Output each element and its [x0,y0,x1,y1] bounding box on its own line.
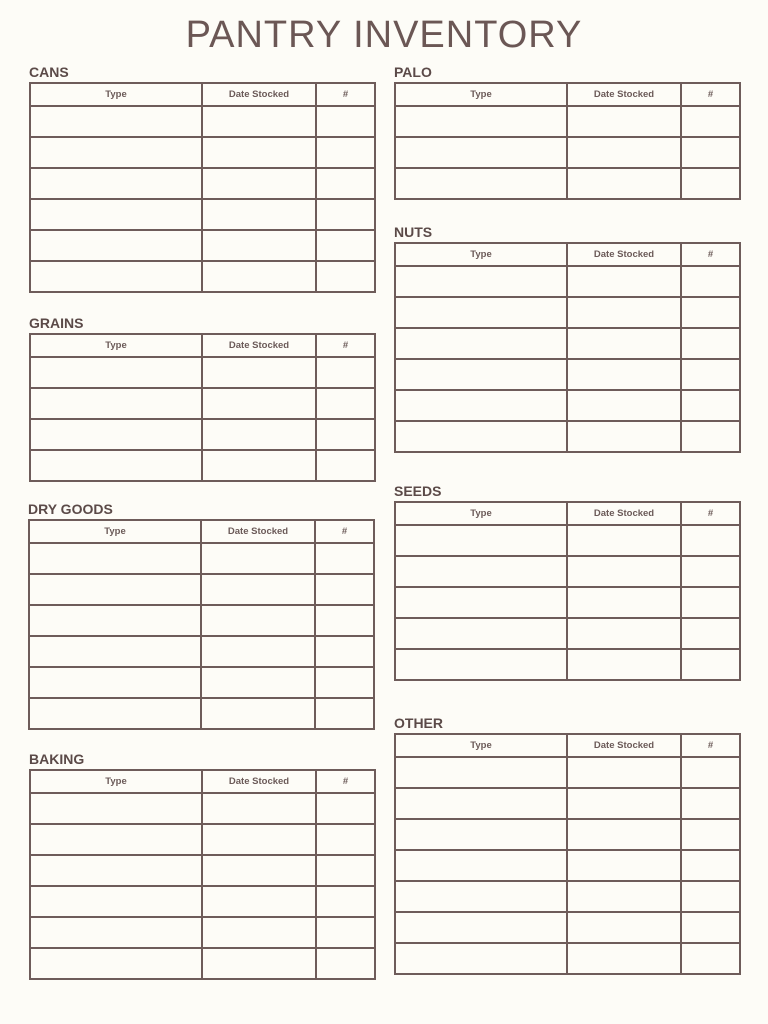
table-row [395,649,740,680]
column-header-date-stocked: Date Stocked [567,243,681,266]
count-cell[interactable] [681,421,740,452]
type-cell[interactable] [395,359,567,390]
date-stocked-cell[interactable] [567,421,681,452]
count-cell[interactable] [681,556,740,587]
count-cell[interactable] [316,855,375,886]
type-cell[interactable] [30,419,202,450]
column-header-count: # [316,334,375,357]
column-header-type: Type [395,83,567,106]
date-stocked-cell[interactable] [202,357,316,388]
table-row [395,359,740,390]
date-stocked-cell[interactable] [201,636,315,667]
date-stocked-cell[interactable] [567,556,681,587]
inventory-table [394,242,741,453]
section-other [394,713,741,975]
type-cell[interactable] [395,618,567,649]
table-row [395,757,740,788]
date-stocked-cell[interactable] [202,419,316,450]
date-stocked-cell[interactable] [202,388,316,419]
table-row [30,388,375,419]
date-stocked-cell[interactable] [567,390,681,421]
count-cell[interactable] [316,106,375,137]
column-header-date-stocked: Date Stocked [202,770,316,793]
date-stocked-cell[interactable] [202,793,316,824]
count-cell[interactable] [315,574,374,605]
date-stocked-cell[interactable] [567,850,681,881]
table-row [30,199,375,230]
count-cell[interactable] [316,261,375,292]
type-cell[interactable] [395,850,567,881]
count-cell[interactable] [681,788,740,819]
section-heading: NUTS [394,224,433,240]
type-cell[interactable] [30,137,202,168]
date-stocked-cell[interactable] [201,605,315,636]
section-heading: BAKING [29,751,85,767]
column-header-type: Type [29,520,201,543]
section-baking [29,749,376,980]
table-row [395,881,740,912]
count-cell[interactable] [316,388,375,419]
date-stocked-cell[interactable] [567,297,681,328]
date-stocked-cell[interactable] [567,943,681,974]
inventory-table [29,82,376,293]
count-cell[interactable] [316,199,375,230]
type-cell[interactable] [395,297,567,328]
count-cell[interactable] [681,850,740,881]
date-stocked-cell[interactable] [567,788,681,819]
column-header-date-stocked: Date Stocked [202,83,316,106]
count-cell[interactable] [316,357,375,388]
count-cell[interactable] [316,137,375,168]
count-cell[interactable] [681,819,740,850]
type-cell[interactable] [30,855,202,886]
date-stocked-cell[interactable] [202,886,316,917]
date-stocked-cell[interactable] [567,168,681,199]
type-cell[interactable] [395,137,567,168]
type-cell[interactable] [30,230,202,261]
column-header-date-stocked: Date Stocked [202,334,316,357]
column-header-count: # [681,243,740,266]
count-cell[interactable] [315,698,374,729]
count-cell[interactable] [681,168,740,199]
count-cell[interactable] [316,419,375,450]
type-cell[interactable] [395,912,567,943]
column-header-date-stocked: Date Stocked [567,734,681,757]
section-seeds [394,481,741,681]
count-cell[interactable] [316,230,375,261]
date-stocked-cell[interactable] [567,106,681,137]
count-cell[interactable] [316,824,375,855]
count-cell[interactable] [315,667,374,698]
table-row [395,266,740,297]
table-header-row [30,770,375,793]
count-cell[interactable] [316,168,375,199]
type-cell[interactable] [29,605,201,636]
date-stocked-cell[interactable] [201,543,315,574]
table-row [29,543,374,574]
type-cell[interactable] [29,543,201,574]
table-row [395,556,740,587]
type-cell[interactable] [30,450,202,481]
type-cell[interactable] [395,525,567,556]
column-header-date-stocked: Date Stocked [567,83,681,106]
type-cell[interactable] [395,819,567,850]
column-header-type: Type [395,502,567,525]
count-cell[interactable] [315,636,374,667]
section-heading: PALO [394,64,432,80]
column-header-type: Type [30,770,202,793]
count-cell[interactable] [681,525,740,556]
section-heading: GRAINS [29,315,84,331]
table-row [29,667,374,698]
count-cell[interactable] [316,886,375,917]
section-grains [29,313,376,482]
date-stocked-cell[interactable] [567,881,681,912]
inventory-table [28,519,375,730]
section-heading: DRY GOODS [28,501,113,517]
type-cell[interactable] [395,943,567,974]
date-stocked-cell[interactable] [202,948,316,979]
type-cell[interactable] [29,636,201,667]
type-cell[interactable] [29,667,201,698]
inventory-table [394,501,741,681]
table-row [30,824,375,855]
table-row [395,788,740,819]
type-cell[interactable] [395,328,567,359]
date-stocked-cell[interactable] [567,328,681,359]
date-stocked-cell[interactable] [567,757,681,788]
column-header-count: # [681,734,740,757]
date-stocked-cell[interactable] [202,106,316,137]
table-row [395,912,740,943]
type-cell[interactable] [30,793,202,824]
date-stocked-cell[interactable] [201,698,315,729]
table-row [395,618,740,649]
column-header-count: # [315,520,374,543]
type-cell[interactable] [395,757,567,788]
table-row [395,525,740,556]
count-cell[interactable] [681,390,740,421]
column-header-type: Type [30,334,202,357]
date-stocked-cell[interactable] [202,917,316,948]
date-stocked-cell[interactable] [567,266,681,297]
date-stocked-cell[interactable] [567,618,681,649]
type-cell[interactable] [395,788,567,819]
section-cans [29,62,376,293]
table-row [30,793,375,824]
column-header-type: Type [30,83,202,106]
inventory-table [29,769,376,980]
date-stocked-cell[interactable] [202,168,316,199]
table-header-row [30,334,375,357]
table-row [395,168,740,199]
count-cell[interactable] [681,881,740,912]
date-stocked-cell[interactable] [201,667,315,698]
type-cell[interactable] [29,698,201,729]
table-row [30,948,375,979]
table-row [30,106,375,137]
type-cell[interactable] [395,168,567,199]
count-cell[interactable] [681,587,740,618]
type-cell[interactable] [30,106,202,137]
type-cell[interactable] [30,388,202,419]
column-header-count: # [316,770,375,793]
type-cell[interactable] [30,168,202,199]
table-header-row [395,83,740,106]
table-row [395,390,740,421]
type-cell[interactable] [30,886,202,917]
count-cell[interactable] [315,605,374,636]
column-header-count: # [681,502,740,525]
date-stocked-cell[interactable] [202,824,316,855]
date-stocked-cell[interactable] [201,574,315,605]
column-header-count: # [681,83,740,106]
date-stocked-cell[interactable] [567,587,681,618]
column-header-date-stocked: Date Stocked [567,502,681,525]
table-row [30,917,375,948]
inventory-table [29,333,376,482]
count-cell[interactable] [316,450,375,481]
date-stocked-cell[interactable] [202,261,316,292]
table-row [30,230,375,261]
section-heading: CANS [29,64,69,80]
date-stocked-cell[interactable] [567,912,681,943]
count-cell[interactable] [316,948,375,979]
table-row [30,357,375,388]
section-palo [394,62,741,200]
date-stocked-cell[interactable] [567,649,681,680]
type-cell[interactable] [395,587,567,618]
type-cell[interactable] [395,881,567,912]
count-cell[interactable] [681,943,740,974]
date-stocked-cell[interactable] [202,450,316,481]
count-cell[interactable] [681,912,740,943]
type-cell[interactable] [395,649,567,680]
count-cell[interactable] [681,359,740,390]
count-cell[interactable] [681,757,740,788]
type-cell[interactable] [395,266,567,297]
date-stocked-cell[interactable] [202,137,316,168]
column-header-count: # [316,83,375,106]
table-header-row [29,520,374,543]
table-header-row [30,83,375,106]
type-cell[interactable] [30,824,202,855]
date-stocked-cell[interactable] [202,855,316,886]
type-cell[interactable] [395,390,567,421]
table-row [30,450,375,481]
table-row [29,636,374,667]
table-row [30,168,375,199]
table-row [29,698,374,729]
table-row [30,261,375,292]
type-cell[interactable] [30,357,202,388]
date-stocked-cell[interactable] [567,137,681,168]
count-cell[interactable] [681,328,740,359]
count-cell[interactable] [681,106,740,137]
table-row [29,574,374,605]
date-stocked-cell[interactable] [567,819,681,850]
count-cell[interactable] [681,297,740,328]
date-stocked-cell[interactable] [567,525,681,556]
count-cell[interactable] [681,137,740,168]
inventory-table [394,733,741,975]
table-row [30,886,375,917]
count-cell[interactable] [681,618,740,649]
table-row [30,137,375,168]
date-stocked-cell[interactable] [567,359,681,390]
table-row [29,605,374,636]
column-header-date-stocked: Date Stocked [201,520,315,543]
section-dry-goods [28,499,375,730]
table-row [395,328,740,359]
table-row [395,421,740,452]
date-stocked-cell[interactable] [202,199,316,230]
count-cell[interactable] [681,266,740,297]
count-cell[interactable] [316,917,375,948]
type-cell[interactable] [29,574,201,605]
table-header-row [395,243,740,266]
table-header-row [395,502,740,525]
count-cell[interactable] [315,543,374,574]
inventory-table [394,82,741,200]
count-cell[interactable] [681,649,740,680]
type-cell[interactable] [395,106,567,137]
type-cell[interactable] [395,421,567,452]
date-stocked-cell[interactable] [202,230,316,261]
table-row [30,855,375,886]
table-row [395,943,740,974]
table-row [395,106,740,137]
table-row [395,587,740,618]
type-cell[interactable] [30,261,202,292]
type-cell[interactable] [30,948,202,979]
table-row [395,819,740,850]
table-header-row [395,734,740,757]
page-title: PANTRY INVENTORY [185,14,583,56]
column-header-type: Type [395,243,567,266]
table-row [30,419,375,450]
table-row [395,137,740,168]
type-cell[interactable] [30,199,202,230]
table-row [395,850,740,881]
column-header-type: Type [395,734,567,757]
count-cell[interactable] [316,793,375,824]
section-heading: OTHER [394,715,443,731]
section-heading: SEEDS [394,483,442,499]
table-row [395,297,740,328]
section-nuts [394,222,741,453]
type-cell[interactable] [30,917,202,948]
type-cell[interactable] [395,556,567,587]
